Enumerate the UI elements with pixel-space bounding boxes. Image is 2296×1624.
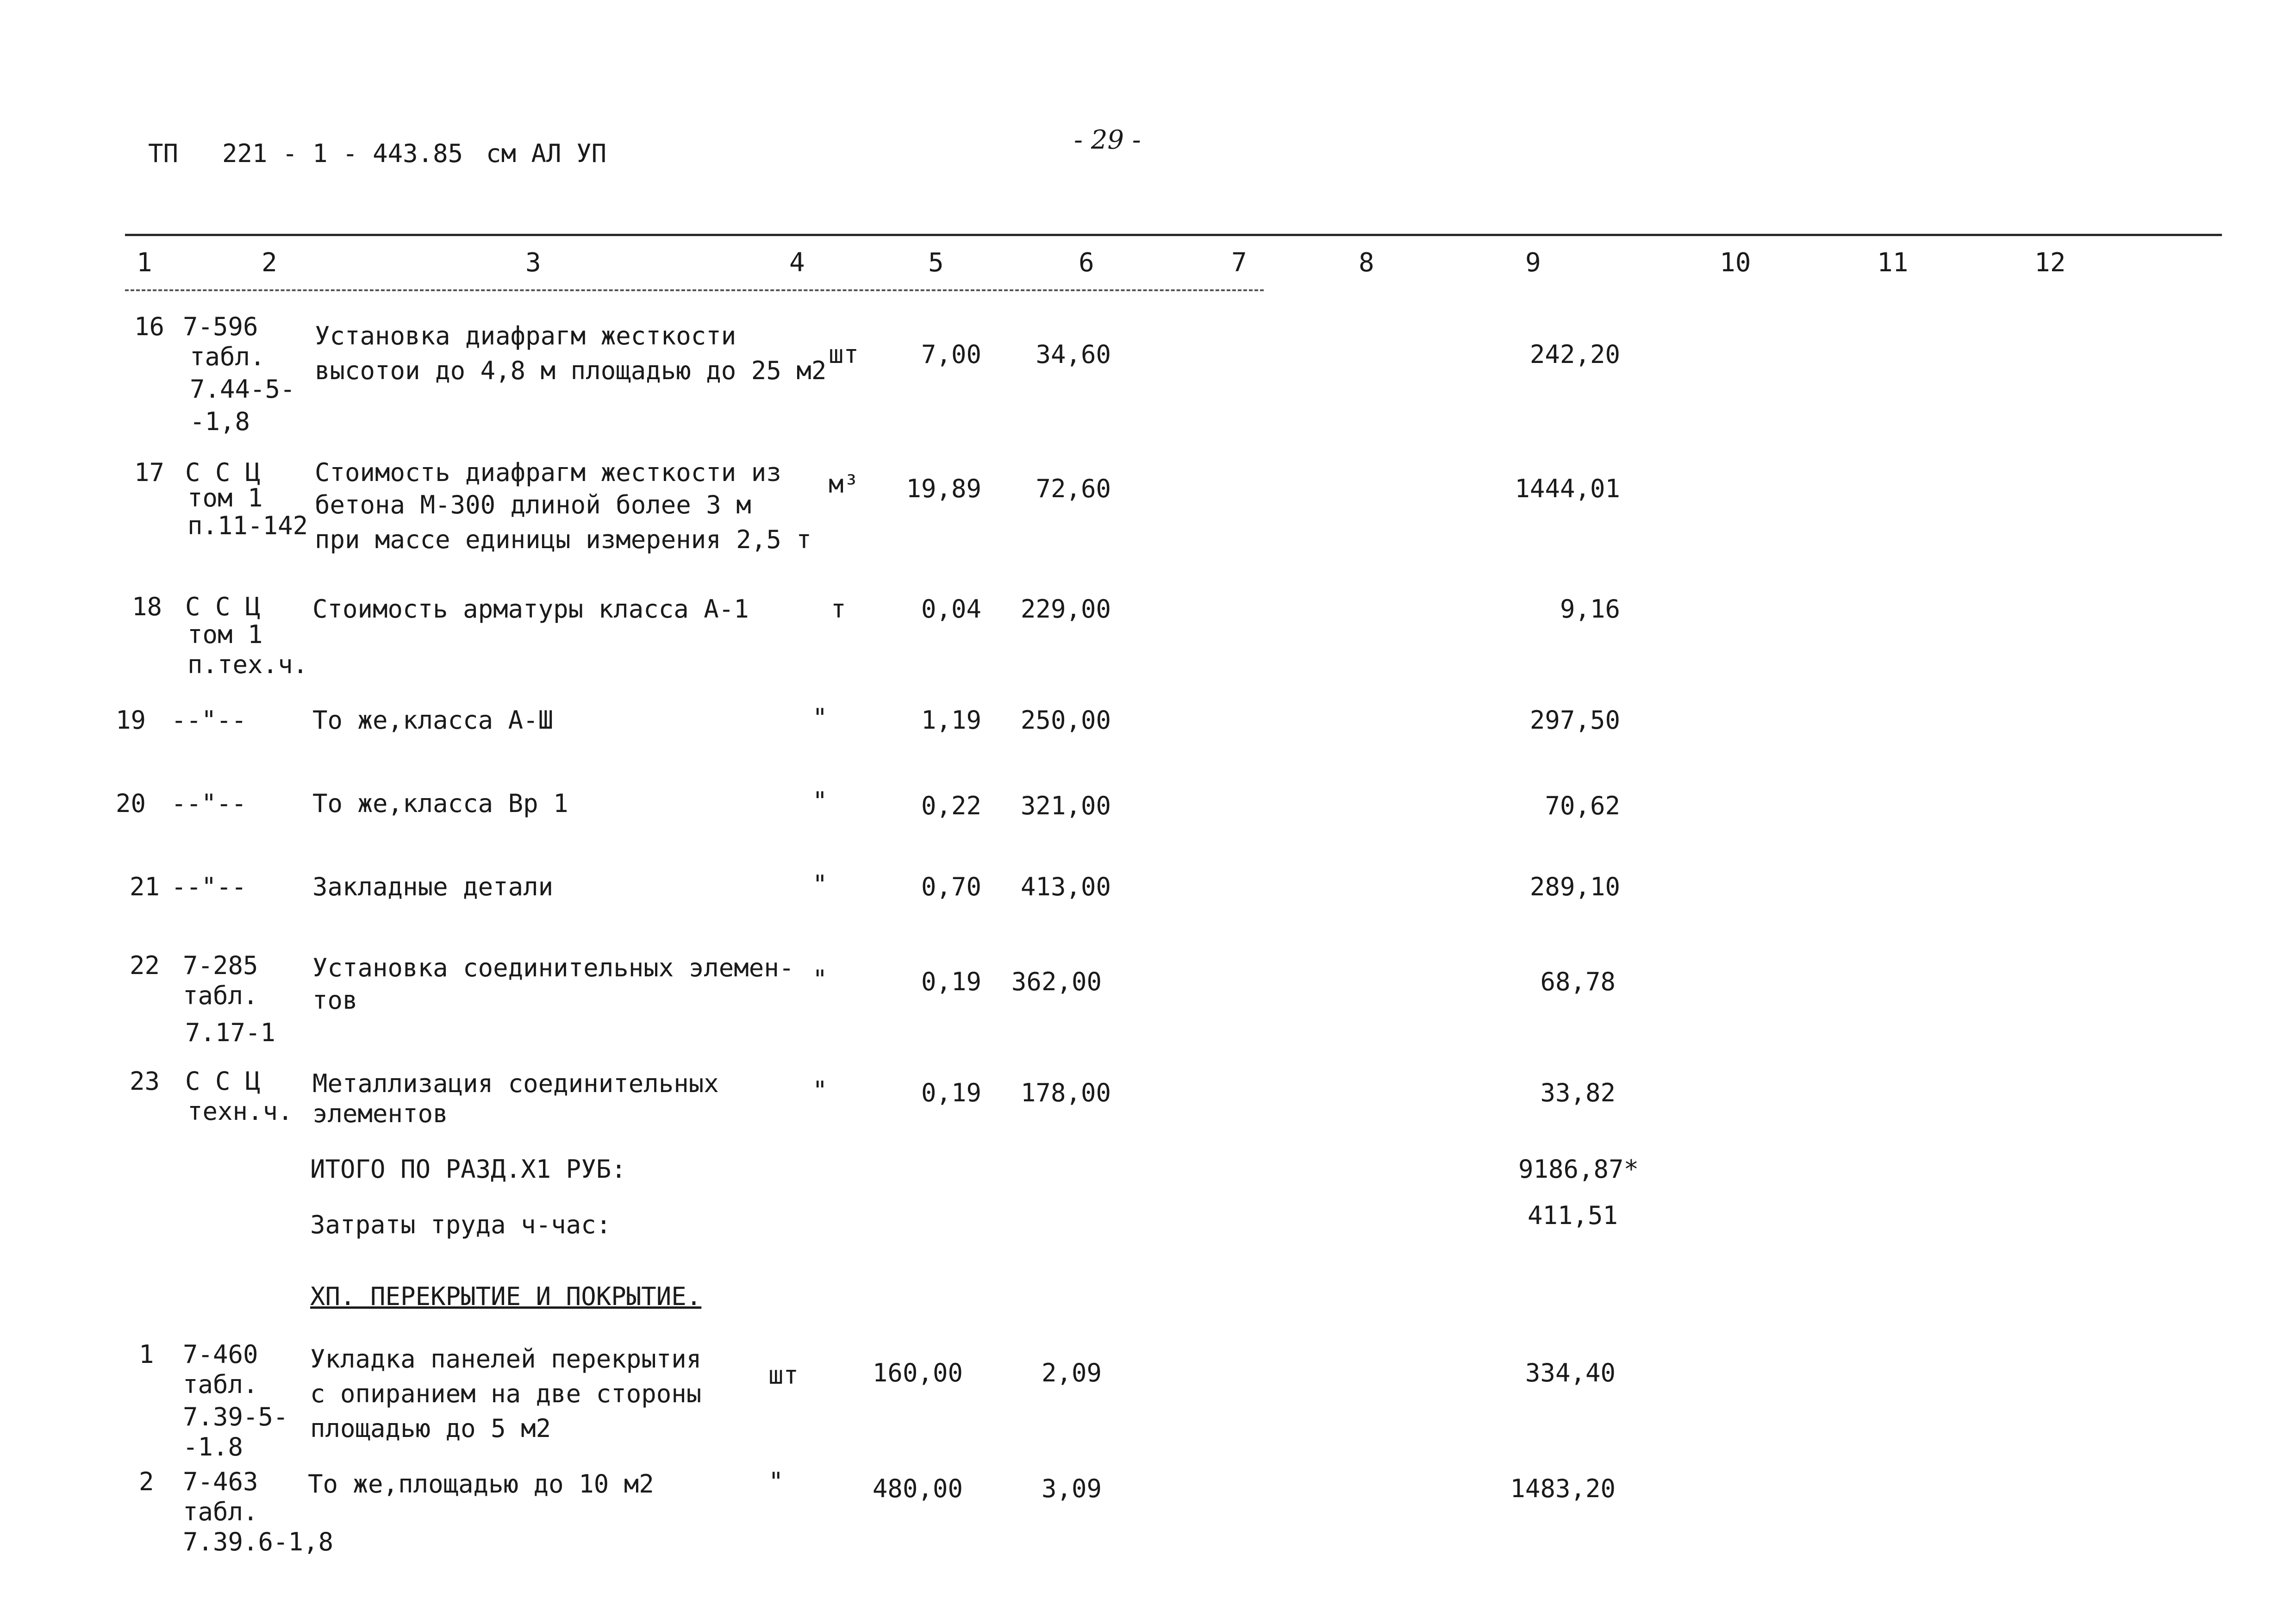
row-17-desc-3: при массе единицы измерения 2,5 т (315, 525, 811, 554)
row-20-desc: То же,класса Вр 1 (312, 789, 568, 818)
row-21-price: 413,00 (1020, 872, 1111, 901)
row2-2-code-2: табл. (183, 1497, 258, 1526)
row-19-unit: " (812, 703, 828, 732)
table-top-rule (125, 234, 2222, 236)
row2-1-code-2: табл. (183, 1370, 258, 1399)
row-22-desc-2: тов (312, 986, 358, 1015)
row2-1-price: 2,09 (1041, 1358, 1102, 1387)
row-16-code-1: 7-596 (183, 312, 258, 341)
row-21-unit: " (812, 870, 828, 899)
row2-2-desc: То же,площадью до 10 м2 (308, 1469, 654, 1499)
row-17-price: 72,60 (1036, 474, 1111, 503)
row-23-desc-1: Металлизация соединительных (312, 1069, 719, 1098)
col-header-11: 11 (1877, 248, 1909, 278)
col-header-4: 4 (789, 248, 805, 278)
row-20-qty: 0,22 (921, 791, 981, 820)
row-17-qty: 19,89 (906, 474, 981, 503)
header-bottom-rule (125, 289, 1264, 291)
col-header-2: 2 (262, 248, 277, 278)
row-18-no: 18 (132, 592, 162, 621)
row-21-total: 289,10 (1529, 872, 1620, 901)
row-20-code: --"-- (171, 789, 247, 818)
row-22-code-1: 7-285 (183, 951, 258, 980)
row-23-unit: " (812, 1076, 828, 1105)
row2-2-no: 2 (139, 1467, 154, 1496)
row-16-price: 34,60 (1036, 340, 1111, 369)
row-23-price: 178,00 (1020, 1078, 1111, 1107)
row-20-price: 321,00 (1020, 791, 1111, 820)
row-17-desc-1: Стоимость диафрагм жесткости из (315, 458, 781, 487)
section-total-label: ИТОГО ПО РАЗД.Х1 РУБ: (310, 1155, 626, 1184)
row2-1-no: 1 (139, 1340, 154, 1369)
col-header-6: 6 (1079, 248, 1094, 278)
doc-code: ТП (148, 139, 179, 168)
row2-1-total: 334,40 (1525, 1358, 1616, 1387)
row-17-code-2: том 1 (187, 483, 263, 512)
row-16-code-2: табл. (190, 342, 265, 371)
col-header-7: 7 (1231, 248, 1247, 278)
row-23-no: 23 (130, 1067, 160, 1096)
row-17-desc-2: бетона М-300 длиной более 3 м (315, 490, 751, 519)
labor-cost-label: Затраты труда ч-час: (310, 1210, 611, 1239)
row-16-code-4: -1,8 (190, 407, 250, 436)
page-number: - 29 - (1074, 125, 1141, 155)
row-17-no: 17 (134, 458, 165, 487)
row-21-desc: Закладные детали (312, 872, 554, 901)
col-header-3: 3 (525, 248, 541, 278)
row-19-desc: То же,класса А-Ш (312, 706, 554, 735)
row-21-qty: 0,70 (921, 872, 981, 901)
row-16-no: 16 (134, 312, 165, 341)
col-header-5: 5 (928, 248, 944, 278)
row2-1-code-3: 7.39-5- (183, 1402, 288, 1431)
row-19-code: --"-- (171, 706, 247, 735)
col-header-8: 8 (1359, 248, 1374, 278)
row2-2-code-3: 7.39.6-1,8 (183, 1527, 334, 1556)
col-header-9: 9 (1525, 248, 1541, 278)
row2-2-total: 1483,20 (1510, 1474, 1616, 1503)
section-total-value: 9186,87* (1518, 1155, 1639, 1184)
row-22-code-2: табл. (183, 981, 258, 1010)
row-23-qty: 0,19 (921, 1078, 981, 1107)
row-17-code-1: С С Ц (185, 458, 261, 487)
row2-2-code-1: 7-463 (183, 1467, 258, 1496)
row-19-qty: 1,19 (921, 706, 981, 735)
row2-1-qty: 160,00 (872, 1358, 963, 1387)
row-20-no: 20 (116, 789, 146, 818)
row2-2-price: 3,09 (1041, 1474, 1102, 1503)
row-21-code: --"-- (171, 872, 247, 901)
row-19-total: 297,50 (1529, 706, 1620, 735)
col-header-10: 10 (1720, 248, 1751, 278)
row2-1-code-4: -1.8 (183, 1432, 243, 1462)
row-22-desc-1: Установка соединительных элемен- (312, 953, 794, 982)
row-19-no: 19 (116, 706, 146, 735)
row-23-code-1: С С Ц (185, 1067, 261, 1096)
section-heading: ХП. ПЕРЕКРЫТИЕ И ПОКРЫТИЕ. (310, 1282, 702, 1311)
row-22-price: 362,00 (1011, 967, 1102, 996)
row-16-total: 242,20 (1529, 340, 1620, 369)
row-22-total: 68,78 (1540, 967, 1616, 996)
row-16-qty: 7,00 (921, 340, 981, 369)
row-17-code-3: п.11-142 (187, 511, 308, 540)
row-16-desc-1: Установка диафрагм жесткости (315, 321, 736, 350)
row-18-desc-1: Стоимость арматуры класса А-1 (312, 594, 749, 624)
row-23-total: 33,82 (1540, 1078, 1616, 1107)
row-17-unit: м³ (829, 469, 859, 499)
row-22-code-3: 7.17-1 (185, 1018, 276, 1047)
doc-reference: см АЛ УП (486, 139, 607, 168)
row-18-code-1: С С Ц (185, 592, 261, 621)
row-20-total: 70,62 (1545, 791, 1620, 820)
row-22-qty: 0,19 (921, 967, 981, 996)
row2-1-unit: шт (768, 1361, 799, 1390)
row2-1-desc-2: с опиранием на две стороны (310, 1379, 702, 1408)
row-16-unit: шт (829, 340, 859, 369)
row-18-code-2: том 1 (187, 620, 263, 649)
row-16-desc-2: высотои до 4,8 м площадью до 25 м2 (315, 356, 827, 385)
doc-number: 221 - 1 - 443.85 (222, 139, 463, 168)
row-16-code-3: 7.44-5- (190, 375, 295, 404)
col-header-12: 12 (2034, 248, 2066, 278)
row-18-qty: 0,04 (921, 594, 981, 624)
row2-1-desc-1: Укладка панелей перекрытия (310, 1344, 702, 1374)
labor-cost-value: 411,51 (1528, 1201, 1618, 1230)
row2-2-unit: " (768, 1467, 784, 1496)
row-18-code-3: п.тех.ч. (187, 650, 308, 679)
row-19-price: 250,00 (1020, 706, 1111, 735)
row-18-unit: т (831, 594, 846, 624)
row-18-price: 229,00 (1020, 594, 1111, 624)
row-22-unit: " (812, 965, 828, 994)
row2-2-qty: 480,00 (872, 1474, 963, 1503)
row2-1-code-1: 7-460 (183, 1340, 258, 1369)
row-20-unit: " (812, 787, 828, 816)
row-22-no: 22 (130, 951, 160, 980)
col-header-1: 1 (137, 248, 152, 278)
row-17-total: 1444,01 (1515, 474, 1620, 503)
row-18-total: 9,16 (1560, 594, 1620, 624)
row2-1-desc-3: площадью до 5 м2 (310, 1414, 551, 1443)
row-23-desc-2: элементов (312, 1099, 448, 1128)
row-21-no: 21 (130, 872, 160, 901)
row-23-code-2: техн.ч. (187, 1097, 293, 1126)
